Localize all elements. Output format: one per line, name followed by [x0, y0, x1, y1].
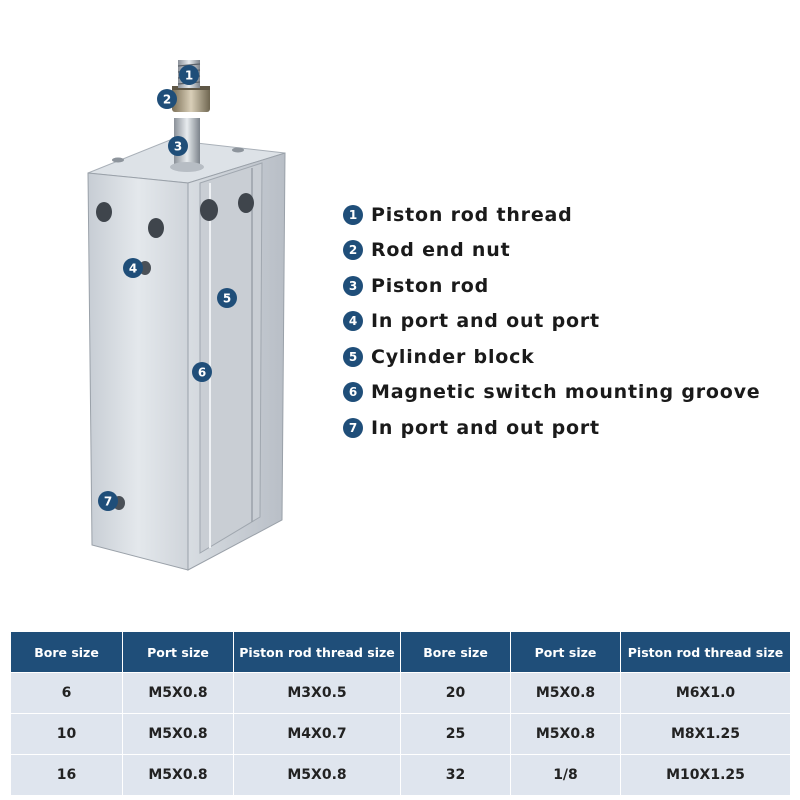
mounting-hole — [148, 218, 164, 238]
table-cell: M5X0.8 — [123, 714, 234, 755]
callout-marker-6 — [192, 362, 212, 382]
legend-label: In port and out port — [371, 416, 600, 439]
legend-number-badge: 6 — [343, 382, 363, 402]
table-cell: M10X1.25 — [621, 755, 791, 796]
legend-number-badge: 2 — [343, 240, 363, 260]
table-cell: M5X0.8 — [123, 755, 234, 796]
table-row — [11, 673, 791, 714]
table-cell: M5X0.8 — [511, 673, 621, 714]
svg-text:3: 3 — [173, 139, 183, 154]
table-cell: 32 — [401, 755, 511, 796]
legend-label: Cylinder block — [371, 345, 535, 368]
callout-marker-1 — [179, 65, 199, 85]
legend-item — [343, 375, 760, 411]
legend-label: Piston rod thread — [371, 203, 573, 226]
legend-label: Rod end nut — [371, 239, 511, 262]
table-cell: M5X0.8 — [234, 755, 401, 796]
legend-label: Magnetic switch mounting groove — [371, 381, 761, 404]
table-row — [11, 755, 791, 796]
table-cell: 16 — [11, 755, 123, 796]
spec-table — [10, 631, 791, 796]
callout-marker-2 — [157, 89, 177, 109]
legend-item — [343, 197, 760, 233]
mounting-hole — [200, 199, 218, 221]
legend-item — [343, 410, 760, 446]
legend-number-badge: 7 — [343, 418, 363, 438]
mounting-hole — [238, 193, 254, 213]
parts-legend — [343, 197, 760, 446]
table-cell: M8X1.25 — [621, 714, 791, 755]
table-cell: 25 — [401, 714, 511, 755]
callout-marker-5 — [217, 288, 237, 308]
legend-number-badge: 3 — [343, 276, 363, 296]
svg-text:2: 2 — [162, 92, 172, 107]
legend-item — [343, 339, 760, 375]
table-cell: 6 — [11, 673, 123, 714]
column-header: Piston rod thread size — [234, 632, 401, 673]
legend-number-badge: 1 — [343, 205, 363, 225]
callout-marker-4 — [123, 258, 143, 278]
table-row — [11, 714, 791, 755]
svg-text:4: 4 — [128, 261, 138, 276]
table-cell: M3X0.5 — [234, 673, 401, 714]
legend-number-badge: 5 — [343, 347, 363, 367]
legend-label: Piston rod — [371, 274, 490, 297]
svg-text:7: 7 — [103, 494, 113, 509]
column-header: Bore size — [401, 632, 511, 673]
mounting-hole — [96, 202, 112, 222]
table-cell: M4X0.7 — [234, 714, 401, 755]
legend-label: In port and out port — [371, 310, 600, 333]
table-header-row — [11, 632, 791, 673]
callout-marker-3 — [168, 136, 188, 156]
cylinder-front-face — [88, 173, 188, 570]
svg-text:6: 6 — [197, 365, 207, 380]
table-cell: M6X1.0 — [621, 673, 791, 714]
table-cell: M5X0.8 — [123, 673, 234, 714]
table-cell: 10 — [11, 714, 123, 755]
legend-number-badge: 4 — [343, 311, 363, 331]
column-header: Port size — [123, 632, 234, 673]
legend-item — [343, 268, 760, 304]
column-header: Piston rod thread size — [621, 632, 791, 673]
table-cell: M5X0.8 — [511, 714, 621, 755]
legend-item — [343, 233, 760, 269]
table-cell: 20 — [401, 673, 511, 714]
callout-marker-7 — [98, 491, 118, 511]
table-cell: 1/8 — [511, 755, 621, 796]
svg-text:1: 1 — [184, 68, 194, 83]
column-header: Bore size — [11, 632, 123, 673]
column-header: Port size — [511, 632, 621, 673]
legend-item — [343, 304, 760, 340]
svg-text:5: 5 — [222, 291, 232, 306]
